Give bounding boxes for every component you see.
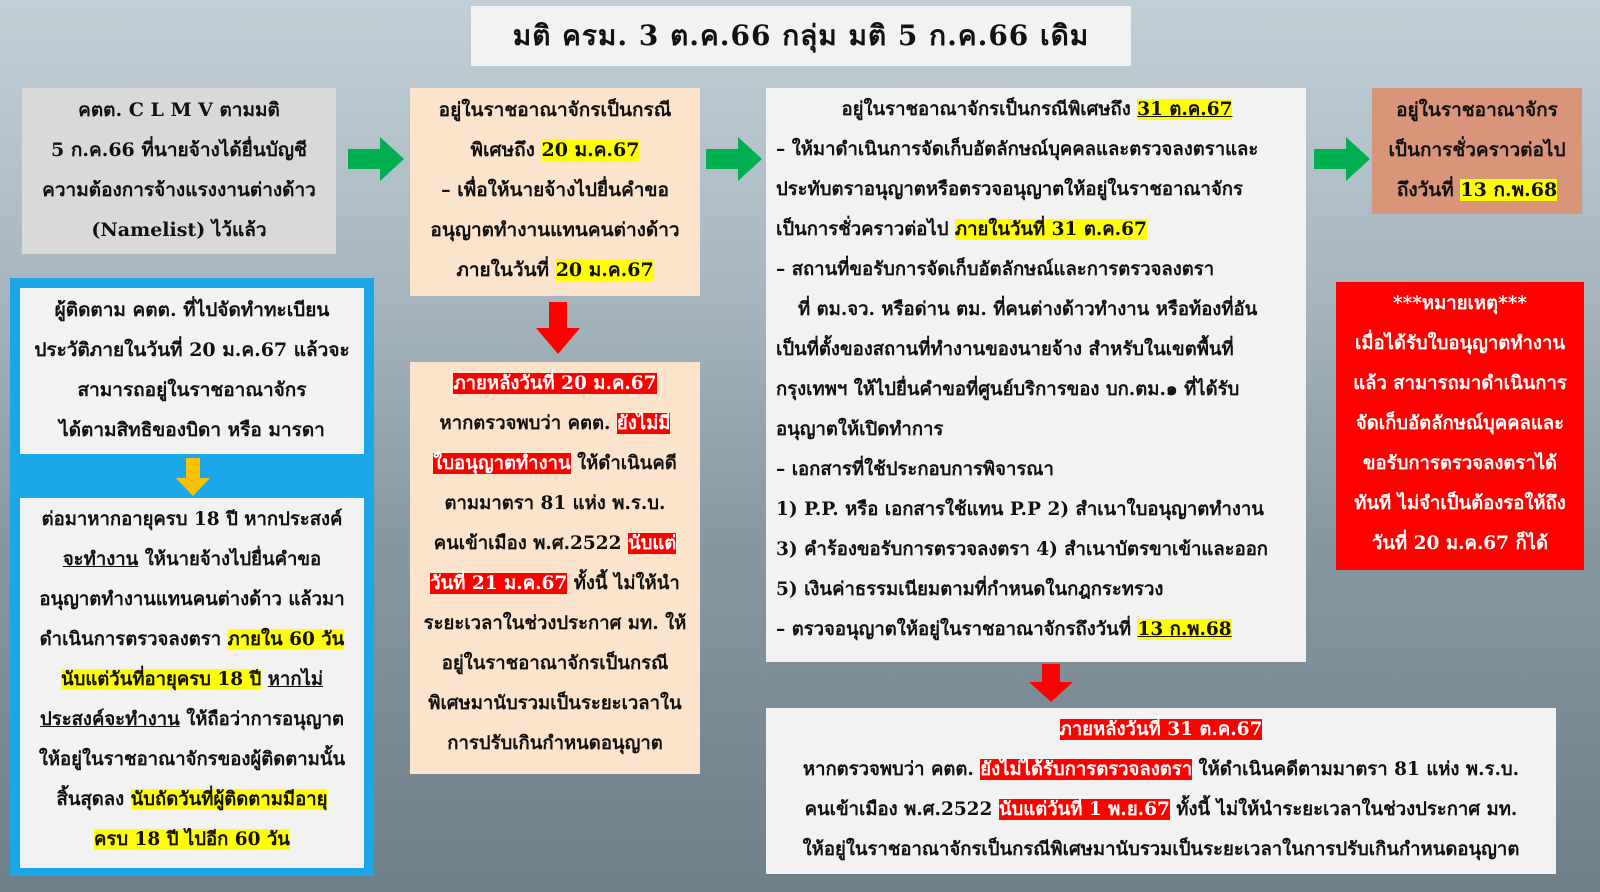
box6-line: อนุญาตทำงานแทนคนต่างด้าว แล้วมา [39, 589, 345, 610]
box-after-jan [410, 362, 700, 774]
box7-text: คนเข้าเมือง พ.ศ.2522 [433, 533, 628, 554]
box7-line: พิเศษมานับรวมเป็นระยะเวลาใน [428, 693, 682, 714]
box1-line: (Namelist) ไว้แล้ว [91, 219, 267, 241]
box-special-until-oct [766, 88, 1306, 662]
box1-line: ความต้องการจ้างแรงงานต่างด้าว [42, 179, 316, 201]
note-line: วันที่ 20 ม.ค.67 ก็ได้ [1371, 533, 1548, 554]
box-follower-age-18 [20, 498, 364, 868]
date-highlight: 13 ก.พ.68 [1137, 619, 1232, 640]
box7-line: การปรับเกินกำหนดอนุญาต [447, 733, 663, 754]
date-highlight: 20 ม.ค.67 [555, 259, 654, 281]
box6-line [20, 540, 364, 580]
red-highlight: ภายหลังวันที่ 31 ต.ค.67 [1059, 719, 1263, 740]
date-highlight: 20 ม.ค.67 [541, 139, 640, 161]
gold-down-arrow-icon [176, 458, 210, 496]
date-highlight: นับแต่วันที่อายุครบ 18 ปี [60, 669, 262, 690]
box6-line [20, 620, 364, 660]
box-special-until-jan [410, 88, 700, 296]
box6-line [20, 820, 364, 860]
red-highlight: นับแต่วันที่ 1 พ.ย.67 [998, 799, 1170, 820]
box3-line: ประทับตราอนุญาตหรือตรวจอนุญาตให้อยู่ในราชอาณาจักร [776, 179, 1243, 200]
box-temporary-stay [1372, 88, 1582, 214]
box6-text: สิ้นสุดลง [56, 789, 131, 810]
box7-text: ให้ดำเนินคดี [570, 453, 677, 474]
box8-line [766, 710, 1556, 750]
box6-line: ต่อมาหากอายุครบ 18 ปี หากประสงค์ [41, 509, 343, 530]
box5-line: ผู้ติดตาม คตต. ที่ไปจัดทำทะเบียน [54, 299, 330, 321]
box2-text: ภายในวันที่ [456, 259, 556, 281]
note-line: ทันที ไม่จำเป็นต้องรอให้ถึง [1354, 493, 1566, 514]
box3-line: – สถานที่ขอรับการจัดเก็บอัตลักษณ์และการตรวจลงตรา [776, 259, 1215, 280]
box7-line [410, 564, 700, 604]
box7-line [410, 364, 700, 404]
box8-line: ให้อยู่ในราชอาณาจักรเป็นกรณีพิเศษมานับรวมเป็นระยะเวลาในการปรับเกินกำหนดอนุญาต [802, 839, 1520, 860]
note-box [1336, 282, 1584, 570]
note-line: จัดเก็บอัตลักษณ์บุคคลและ [1355, 413, 1565, 434]
note-line: เมื่อได้รับใบอนุญาตทำงาน [1355, 333, 1565, 354]
red-down-arrow-icon [536, 302, 580, 354]
box2-text: พิเศษถึง [470, 139, 542, 161]
box7-line [410, 524, 700, 564]
box3-text: เป็นการชั่วคราวต่อไป [776, 219, 955, 240]
date-highlight: 13 ก.พ.68 [1460, 179, 1558, 201]
box3-text: – ตรวจอนุญาตให้อยู่ในราชอาณาจักรถึงวันที่ [776, 619, 1138, 640]
box7-line [410, 404, 700, 444]
box8-text: ให้ดำเนินคดีตามมาตรา 81 แห่ง พ.ร.บ. [1192, 759, 1520, 780]
box6-text: ดำเนินการตรวจลงตรา [39, 629, 228, 650]
box7-text: หากตรวจพบว่า คตต. [439, 413, 617, 434]
note-line: ***หมายเหตุ*** [1392, 293, 1528, 314]
green-arrow-icon [348, 137, 404, 181]
box3-line: – เอกสารที่ใช้ประกอบการพิจารณา [776, 459, 1054, 480]
box3-line: อนุญาตให้เปิดทำการ [776, 419, 944, 440]
box1-line: คตต. C L M V ตามมติ [78, 99, 280, 121]
box5-line: ได้ตามสิทธิของบิดา หรือ มารดา [59, 419, 325, 441]
box6-line [20, 700, 364, 740]
box5-line: สามารถอยู่ในราชอาณาจักร [77, 379, 307, 401]
box3-line [776, 90, 1298, 130]
box7-line: อยู่ในราชอาณาจักรเป็นกรณี [441, 653, 669, 674]
box7-text: ทั้งนี้ ไม่ให้นำ [567, 573, 680, 594]
note-line: ขอรับการตรวจลงตราได้ [1362, 453, 1558, 474]
box-after-oct [766, 708, 1556, 874]
title-banner [471, 6, 1131, 66]
box8-line [766, 750, 1556, 790]
box2-line: – เพื่อให้นายจ้างไปยื่นคำขอ [441, 179, 669, 201]
box7-line: ระยะเวลาในช่วงประกาศ มท. ให้ [423, 613, 687, 634]
box2-line [410, 250, 700, 290]
box7-line [410, 444, 700, 484]
red-highlight: ภายหลังวันที่ 20 ม.ค.67 [453, 373, 657, 394]
box3-line: ที่ ตม.จว. หรือด่าน ตม. ที่คนต่างด้าวทำงาน หรือท้องที่อัน [798, 299, 1258, 320]
box7-line: ตามมาตรา 81 แห่ง พ.ร.บ. [444, 493, 666, 514]
box3-line [776, 610, 1298, 650]
box6-text: หากไม่ [267, 669, 324, 690]
red-highlight: ใบอนุญาตทำงาน [433, 453, 571, 474]
red-highlight: วันที่ 21 ม.ค.67 [430, 573, 568, 594]
green-arrow-icon [1314, 137, 1370, 181]
box2-line [410, 130, 700, 170]
box2-line: อนุญาตทำงานแทนคนต่างด้าว [430, 219, 680, 241]
box6-text: จะทำงาน [62, 549, 139, 570]
date-highlight: ภายใน 60 วัน [227, 629, 345, 650]
note-line: แล้ว สามารถมาดำเนินการ [1353, 373, 1567, 394]
page-title: มติ ครม. 3 ต.ค.66 กลุ่ม มติ 5 ก.ค.66 เดิม [512, 19, 1090, 52]
box3-line: 1) P.P. หรือ เอกสารใช้แทน P.P 2) สำเนาใบอนุญาตทำงาน [776, 499, 1264, 520]
red-down-arrow-icon [1029, 664, 1073, 702]
box3-line [776, 210, 1298, 250]
red-highlight: นับแต่ [627, 533, 677, 554]
red-highlight: ยังไม่ได้รับการตรวจลงตรา [980, 759, 1193, 780]
box8-text: คนเข้าเมือง พ.ศ.2522 [804, 799, 999, 820]
box2-line: อยู่ในราชอาณาจักรเป็นกรณี [438, 99, 672, 121]
date-highlight: 31 ต.ค.67 [1137, 99, 1233, 120]
date-highlight: ภายในวันที่ 31 ต.ค.67 [954, 219, 1147, 240]
red-highlight: ยังไม่มี [616, 413, 671, 434]
box3-line: กรุงเทพฯ ให้ไปยื่นคำขอที่ศูนย์บริการของ บก.ตม.๑ ที่ได้รับ [776, 379, 1240, 400]
box4-line: อยู่ในราชอาณาจักร [1396, 99, 1558, 121]
box5-line: ประวัติภายในวันที่ 20 ม.ค.67 แล้วจะ [34, 339, 350, 361]
box8-line [766, 790, 1556, 830]
box4-line [1372, 170, 1582, 210]
box4-line: เป็นการชั่วคราวต่อไป [1388, 139, 1566, 161]
box-follower [20, 288, 364, 454]
box-clmv-namelist [22, 88, 336, 254]
box6-text: ให้นายจ้างไปยื่นคำขอ [138, 549, 322, 570]
box6-line [20, 660, 364, 700]
box3-line: – ให้มาดำเนินการจัดเก็บอัตลักษณ์บุคคลและตรวจลงตราและ [776, 139, 1259, 160]
green-arrow-icon [706, 137, 762, 181]
box6-line [20, 780, 364, 820]
box8-text: ทั้งนี้ ไม่ให้นำระยะเวลาในช่วงประกาศ มท. [1169, 799, 1518, 820]
box3-line: เป็นที่ตั้งของสถานที่ทำงานของนายจ้าง สำหรับในเขตพื้นที่ [776, 339, 1234, 360]
box6-line: ให้อยู่ในราชอาณาจักรของผู้ติดตามนั้น [38, 749, 346, 770]
box1-line: 5 ก.ค.66 ที่นายจ้างได้ยื่นบัญชี [51, 139, 307, 161]
box3-text: อยู่ในราชอาณาจักรเป็นกรณีพิเศษถึง [841, 99, 1138, 120]
box8-text: หากตรวจพบว่า คตต. [802, 759, 981, 780]
box4-text: ถึงวันที่ [1396, 179, 1461, 201]
box3-line: 5) เงินค่าธรรมเนียมตามที่กำหนดในกฎกระทรวง [776, 579, 1164, 600]
box6-text: ประสงค์จะทำงาน [40, 709, 180, 730]
date-highlight: นับถัดวันที่ผู้ติดตามมีอายุ [130, 789, 328, 810]
box3-line: 3) คำร้องขอรับการตรวจลงตรา 4) สำเนาบัตรขาเข้าและออก [776, 539, 1269, 560]
box6-text: ให้ถือว่าการอนุญาต [179, 709, 344, 730]
date-highlight: ครบ 18 ปี ไปอีก 60 วัน [94, 829, 290, 850]
